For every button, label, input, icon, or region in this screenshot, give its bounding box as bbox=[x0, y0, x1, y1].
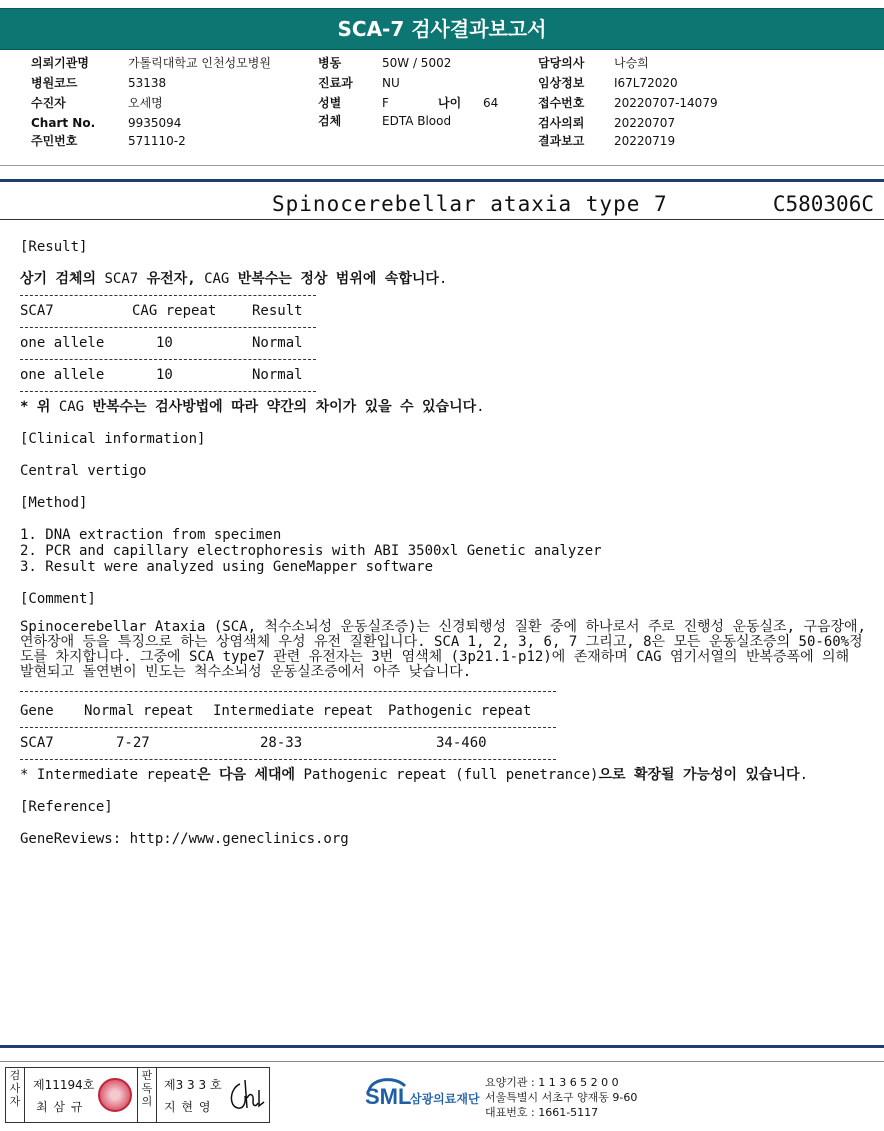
report-date-label: 결과보고 bbox=[538, 134, 585, 148]
test-name: Spinocerebellar ataxia type 7 bbox=[272, 192, 668, 216]
divider bbox=[0, 219, 884, 220]
sex-label: 성별 bbox=[318, 96, 342, 110]
doctor-value: 나승희 bbox=[614, 56, 649, 70]
receipt-label: 접수번호 bbox=[538, 96, 585, 110]
note-repeat: CAG bbox=[58, 399, 85, 415]
clinical-text: Central vertigo bbox=[20, 463, 147, 479]
repeat-cell: 10 bbox=[156, 335, 173, 351]
note-period: . bbox=[476, 399, 485, 415]
table-rule bbox=[20, 691, 556, 692]
resident-no-label: 주민번호 bbox=[31, 134, 78, 148]
inspector-license: 제11194호 bbox=[33, 1078, 95, 1092]
note-text: * 위 bbox=[20, 399, 59, 415]
reviewer-vertical-label bbox=[137, 1068, 157, 1123]
inspector-seal bbox=[98, 1078, 132, 1112]
specimen-value: EDTA Blood bbox=[382, 114, 452, 128]
patient-info bbox=[0, 55, 884, 165]
note-text: 으로 확장될 가능성이 있습니다 bbox=[598, 767, 800, 783]
method-step: 1. DNA extraction from specimen bbox=[20, 527, 282, 543]
sml-logo-text: SML bbox=[365, 1084, 412, 1109]
requester-value: 가톨릭대학교 인천성모병원 bbox=[128, 56, 271, 70]
summary-text: 상기 검체의 bbox=[20, 271, 105, 287]
table-rule bbox=[20, 327, 316, 328]
ward-value: 50W / 5002 bbox=[382, 56, 452, 70]
normal-cell: 7-27 bbox=[116, 735, 150, 751]
column-header: Intermediate repeat bbox=[213, 703, 374, 719]
table-rule bbox=[20, 295, 316, 296]
age-value: 64 bbox=[483, 96, 499, 110]
signature-icon bbox=[226, 1076, 266, 1114]
summary-text: 유전자, bbox=[138, 271, 205, 287]
org-name: 삼광의료재단 bbox=[410, 1092, 480, 1106]
divider bbox=[0, 1061, 884, 1062]
summary-gene: SCA7 bbox=[104, 271, 139, 287]
receipt-value: 20220707-14079 bbox=[614, 96, 718, 110]
clinical-heading: [Clinical information] bbox=[20, 431, 206, 447]
pathogenic-cell: 34-460 bbox=[436, 735, 487, 751]
org-address: 서울특별시 서초구 양재동 9-60 bbox=[485, 1091, 638, 1104]
divider bbox=[0, 179, 884, 182]
result-note bbox=[20, 398, 485, 416]
hospital-code-value: 53138 bbox=[128, 76, 167, 90]
sex-value: F bbox=[382, 96, 389, 110]
column-header: Result bbox=[252, 303, 303, 319]
recipient-value: 오세명 bbox=[128, 96, 163, 110]
allele-cell: one allele bbox=[20, 335, 105, 351]
report-date-value: 20220719 bbox=[614, 134, 676, 148]
note-text: 은 다음 세대에 bbox=[197, 767, 304, 783]
clinical-label: 임상정보 bbox=[538, 76, 585, 90]
method-step: 3. Result were analyzed using GeneMapper software bbox=[20, 559, 434, 575]
comment-paragraph: Spinocerebellar Ataxia (SCA, 척수소뇌성 운동실조증)는 신경퇴행성 질환 중에 하나로서 주로 진행성 운동실조, 구음장애, 연하장애 등을 특징으로 하는 상염색체 우성 유전 질환입니다. SCA 1, 2, 3, 6, 7 그리고, 8은 모든 운동실조증의 50-60%정도를 차지합니다. 그중에 SCA type7 관련 유전자는 3번 염색체 (3p21.1-p12)에 존재하며 CAG 염기서열의 반복증폭에 의해 발현되고 돌연변이 빈도는 척수소뇌성 운동실조증에서 아주 낮습니다. bbox=[20, 619, 866, 680]
allele-cell: one allele bbox=[20, 367, 105, 383]
method-heading: [Method] bbox=[20, 495, 88, 511]
chart-no-label: Chart No. bbox=[31, 116, 96, 130]
method-step: 2. PCR and capillary electrophoresis with ABI 3500xl Genetic analyzer bbox=[20, 543, 602, 559]
table-rule bbox=[20, 391, 316, 392]
test-title-row bbox=[0, 192, 884, 220]
dept-value: NU bbox=[382, 76, 400, 90]
inspector-vlabel-text: 검사자 bbox=[9, 1069, 21, 1108]
table-rule bbox=[20, 759, 556, 760]
summary-period: . bbox=[438, 271, 448, 287]
note-text: 반복수는 검사방법에 따라 약간의 차이가 있을 수 있습니다 bbox=[84, 399, 477, 415]
clinical-value: I67L72020 bbox=[614, 76, 678, 90]
ward-label: 병동 bbox=[318, 56, 342, 70]
recipient-label: 수진자 bbox=[31, 96, 66, 110]
org-phone: 대표번호 : 1661-5117 bbox=[485, 1106, 599, 1119]
dept-label: 진료과 bbox=[318, 76, 353, 90]
reviewer-vlabel-text: 판독의 bbox=[141, 1069, 153, 1108]
divider bbox=[0, 165, 884, 166]
org-contact bbox=[485, 1075, 637, 1120]
reviewer-name: 지 현 영 bbox=[164, 1100, 212, 1114]
age-label: 나이 bbox=[438, 96, 462, 110]
specimen-label: 검체 bbox=[318, 114, 342, 128]
gene-cell: SCA7 bbox=[20, 735, 54, 751]
column-header: Pathogenic repeat bbox=[388, 703, 532, 719]
inspector-name: 최 삼 규 bbox=[36, 1100, 84, 1114]
summary-text: 반복수는 정상 범위에 속합니다 bbox=[229, 271, 439, 287]
request-date-value: 20220707 bbox=[614, 116, 676, 130]
test-code: C580306C bbox=[772, 192, 874, 216]
column-header: Gene bbox=[20, 703, 54, 719]
note-term: Pathogenic repeat (full penetrance) bbox=[303, 767, 599, 783]
signature-box bbox=[5, 1067, 270, 1123]
table-rule bbox=[20, 727, 556, 728]
comment-note bbox=[20, 766, 808, 784]
repeat-cell: 10 bbox=[156, 367, 173, 383]
inspector-vertical-label bbox=[6, 1068, 25, 1123]
comment-heading: [Comment] bbox=[20, 591, 96, 607]
report-title: SCA-7 검사결과보고서 bbox=[0, 8, 884, 50]
care-code: 요양기관 : 1 1 3 6 5 2 0 0 bbox=[485, 1076, 619, 1089]
reference-link[interactable]: GeneReviews: http://www.geneclinics.org bbox=[20, 831, 349, 847]
resident-no-value: 571110-2 bbox=[128, 134, 186, 148]
table-rule bbox=[20, 359, 316, 360]
reference-heading: [Reference] bbox=[20, 799, 113, 815]
intermediate-cell: 28-33 bbox=[260, 735, 303, 751]
reviewer-license: 제3 3 3 호 bbox=[164, 1078, 222, 1092]
hospital-code-label: 병원코드 bbox=[31, 76, 78, 90]
summary-repeat: CAG bbox=[204, 271, 230, 287]
note-period: . bbox=[799, 767, 809, 783]
sml-logo bbox=[365, 1074, 480, 1118]
note-term: * Intermediate repeat bbox=[20, 767, 198, 783]
doctor-label: 담당의사 bbox=[538, 56, 585, 70]
chart-no-value: 9935094 bbox=[128, 116, 182, 130]
column-header: SCA7 bbox=[20, 303, 54, 319]
divider bbox=[0, 1045, 884, 1048]
result-summary bbox=[20, 270, 447, 288]
column-header: Normal repeat bbox=[84, 703, 194, 719]
column-header: CAG repeat bbox=[132, 303, 217, 319]
result-heading: [Result] bbox=[20, 239, 88, 255]
request-date-label: 검사의뢰 bbox=[538, 116, 585, 130]
requester-label: 의뢰기관명 bbox=[31, 56, 89, 70]
result-cell: Normal bbox=[252, 367, 303, 383]
result-cell: Normal bbox=[252, 335, 303, 351]
